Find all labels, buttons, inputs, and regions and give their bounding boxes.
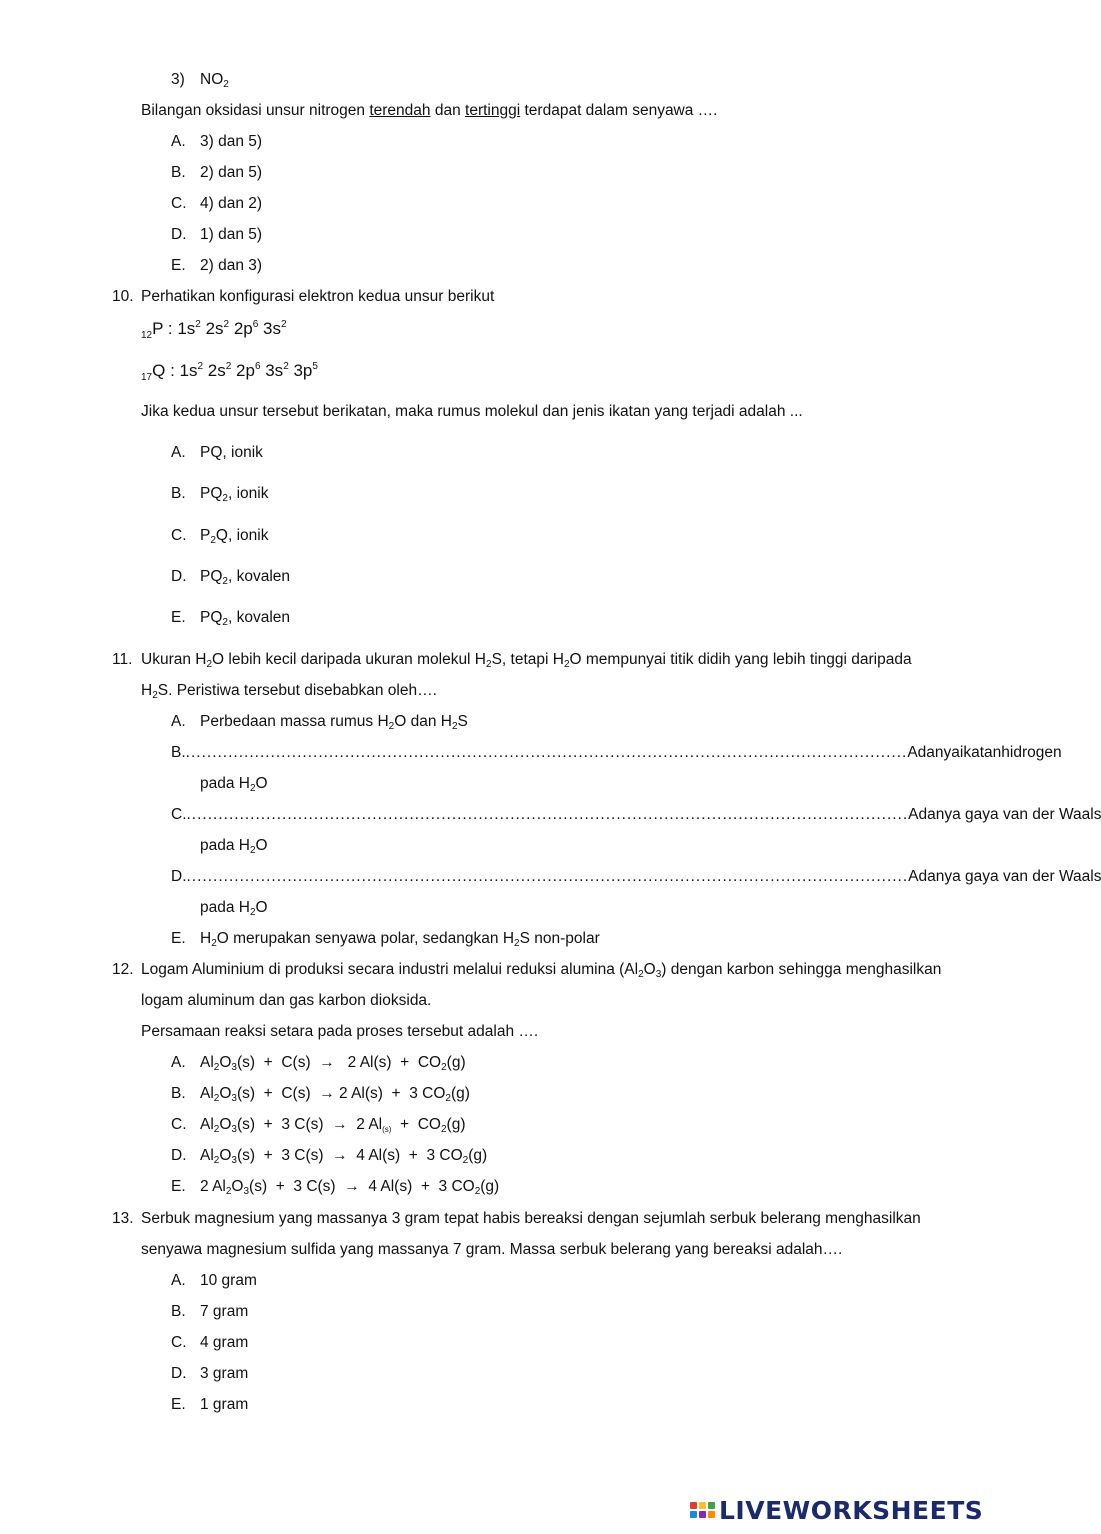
q11-option-d[interactable]: D. ........................................................................................................................................ Adanya gaya van der Waals (171, 868, 1101, 885)
option-b-text: Adanya ikatan hidrogen (907, 744, 1062, 761)
leader-dots: ........................................................................................................................................ (186, 806, 909, 823)
question-text: Perhatikan konfigurasi elektron kedua unsur berikut (141, 288, 495, 305)
question-number: 13. (112, 1210, 134, 1227)
q11-option-c[interactable]: C. ........................................................................................................................................ Adanya gaya van der Waals (171, 806, 1101, 823)
q12-question-line3: Persamaan reaksi setara pada proses tersebut adalah …. (141, 1023, 539, 1040)
question-text: Serbuk magnesium yang massanya 3 gram tepat habis bereaksi dengan sejumlah serbuk belerang menghasilkan (141, 1210, 921, 1227)
q10-config-q: $_{17}$Q : $1s^2$ $2s^2$ $2p^6$ $3s^2$ $3p^5$ (141, 361, 318, 383)
q13-question-line2: senyawa magnesium sulfida yang massanya 7 gram. Massa serbuk belerang yang bereaksi adalah…. (141, 1241, 843, 1258)
q12-question-line2: logam aluminum dan gas karbon dioksida. (141, 992, 432, 1009)
q11-question-line2: $H_2S$. Peristiwa tersebut disebabkan oleh…. (141, 682, 437, 701)
q10-question: Jika kedua unsur tersebut berikatan, maka rumus molekul dan jenis ikatan yang terjadi adalah ... (141, 403, 803, 420)
leader-dots: ........................................................................................................................................ (185, 744, 908, 761)
logo-block (699, 1511, 706, 1518)
question-text: Ukuran $H_2O$ lebih kecil daripada ukuran molekul $H_2S$, tetapi $H_2O$ mempunyai titik didih yang lebih tinggi daripada (141, 651, 912, 670)
logo-block (690, 1511, 697, 1518)
item-formula: $NO_2$ (200, 71, 229, 90)
logo-text: LIVEWORKSHEETS (719, 1495, 984, 1525)
q10-config-p: $_{12}$P : $1s^2$ $2s^2$ $2p^6$ $3s^2$ (141, 319, 287, 341)
question-number: 10. (112, 288, 134, 305)
q11-option-b[interactable]: B. ........................................................................................................................................ Adanya ikatan hidrogen (171, 744, 1062, 761)
question-text: Logam Aluminium di produksi secara industri melalui reduksi alumina $(Al_2O_3)$ dengan karbon sehingga menghasilkan (141, 961, 942, 980)
option-c-text: Adanya gaya van der Waals (908, 806, 1101, 823)
logo-block (690, 1502, 697, 1509)
logo-blocks-icon (690, 1502, 715, 1518)
logo-block (708, 1511, 715, 1518)
liveworksheets-logo[interactable] (690, 1495, 983, 1525)
q9-question: Bilangan oksidasi unsur nitrogen terendah dan tertinggi terdapat dalam senyawa …. (141, 102, 718, 119)
item-number: 3) (171, 71, 185, 88)
leader-dots: ........................................................................................................................................ (186, 868, 909, 885)
logo-block (699, 1502, 706, 1509)
logo-block (708, 1502, 715, 1509)
question-number: 12. (112, 961, 134, 978)
question-number: 11. (112, 651, 133, 668)
option-d-text: Adanya gaya van der Waals (908, 868, 1101, 885)
